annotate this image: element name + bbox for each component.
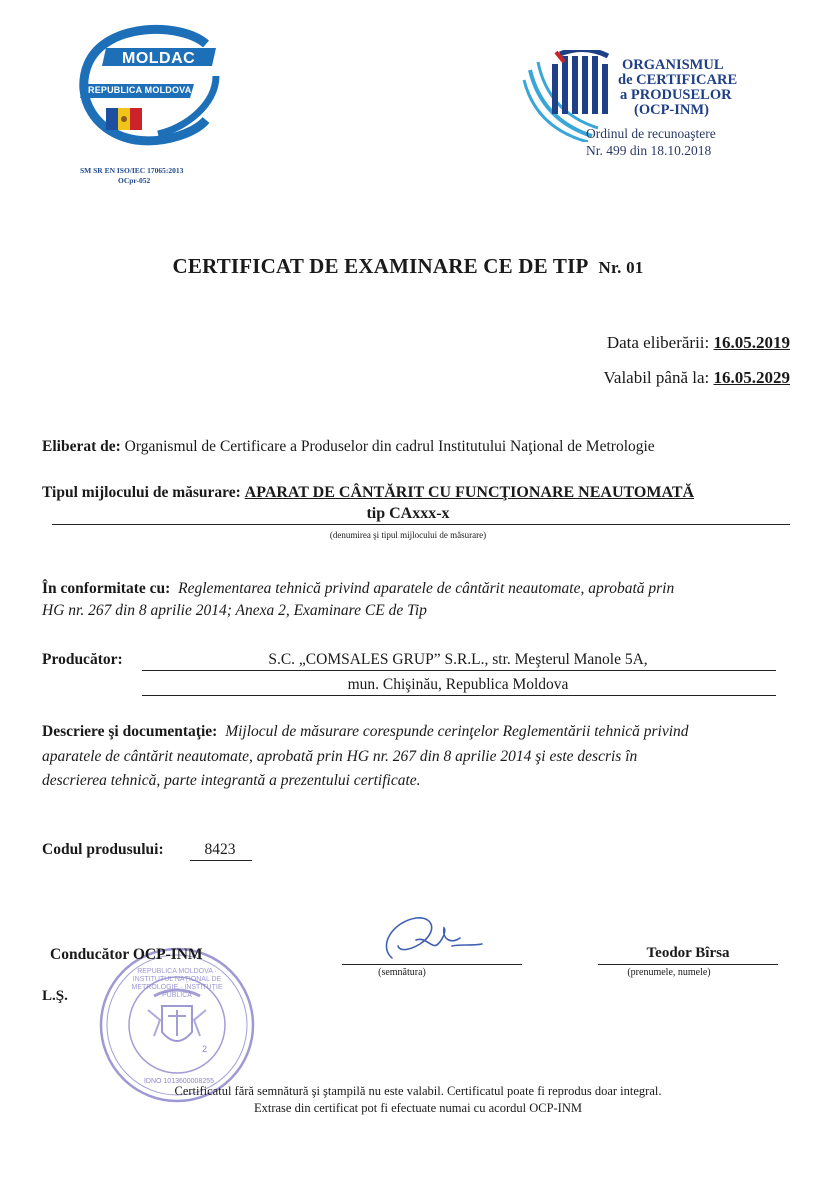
description-line2: aparatele de cântărit neautomate, aprobată prin HG nr. 267 din 8 aprilie 2014 şi este descris în: [42, 748, 638, 765]
certificate-title-text: CERTIFICAT DE EXAMINARE CE DE TIP: [172, 254, 589, 278]
certificate-title: [0, 254, 816, 279]
valid-until-value: 16.05.2029: [713, 368, 790, 387]
signature-line: [342, 964, 522, 965]
description-row: [42, 723, 689, 741]
footer-line2: Extrase din certificat pot fi efectuate numai cu acordul OCP-INM: [253, 1101, 582, 1115]
issued-by-label: Eliberat de:: [42, 438, 121, 455]
valid-until-label: Valabil până la:: [603, 368, 710, 387]
producer-line2: mun. Chişinău, Republica Moldova: [347, 676, 569, 693]
stamp-ring-text: REPUBLICA MOLDOVA · INSTITUTUL NAŢIONAL DE METROLOGIE · INSTITUŢIE PUBLICĂ: [131, 968, 223, 999]
signature: [372, 910, 492, 970]
signer-caption: (prenumele, numele): [627, 967, 711, 978]
head-label: Conducător OCP-INM: [50, 946, 203, 963]
instrument-type-label: Tipul mijlocului de măsurare:: [42, 484, 241, 501]
stamp-number: 2: [202, 1044, 208, 1054]
moldac-brand: MOLDAC: [122, 50, 196, 67]
signer-line: [598, 964, 778, 965]
issued-by-value: Organismul de Certificare a Produselor din cadrul Institutului Naţional de Metrologie: [124, 438, 655, 455]
moldac-logo: [66, 24, 236, 184]
ocp-title-line1: ORGANISMUL: [622, 57, 724, 73]
moldac-code: OCpr-052: [118, 176, 151, 185]
ocp-recognition-line2: Nr. 499 din 18.10.2018: [586, 143, 712, 158]
footer-line1: Certificatul fără semnătură şi ştampilă nu este valabil. Certificatul poate fi reprodus doar integral.: [174, 1084, 662, 1098]
product-code-value: 8423: [204, 841, 236, 858]
moldac-standard: SM SR EN ISO/IEC 17065:2013: [80, 166, 184, 175]
producer-underline1: [142, 670, 776, 671]
producer-label: Producător:: [42, 651, 123, 668]
valid-until-row: [604, 368, 791, 388]
moldac-emblem-icon: [66, 24, 236, 184]
description-line3: descrierea tehnică, parte integrantă a prezentului certificate.: [42, 772, 421, 789]
instrument-type-underline: [52, 524, 790, 525]
instrument-type-row: [42, 484, 694, 502]
product-code-underline: [190, 860, 252, 861]
conformity-line1: Reglementarea tehnică privind aparatele de cântărit neautomate, aprobată prin: [178, 580, 675, 597]
description-line1: Mijlocul de măsurare corespunde cerinţelor Reglementării tehnică privind: [225, 723, 689, 740]
instrument-type-line1: APARAT DE CÂNTĂRIT CU FUNCŢIONARE NEAUTOMATĂ: [244, 484, 695, 501]
signer-name: Teodor Bîrsa: [646, 945, 730, 961]
issue-date-row: [607, 333, 790, 353]
conformity-line2: HG nr. 267 din 8 aprilie 2014; Anexa 2, Examinare CE de Tip: [42, 602, 427, 619]
ocp-title-line3: a PRODUSELOR: [620, 87, 732, 103]
product-code-label: Codul produsului:: [42, 841, 164, 858]
ocp-title-line4: (OCP-INM): [634, 102, 709, 118]
instrument-type-caption: (denumirea şi tipul mijlocului de măsurare): [329, 530, 487, 540]
signature-caption: (semnătura): [378, 967, 426, 978]
ocp-inm-logo: [522, 48, 782, 168]
certificate-number: Nr. 01: [598, 258, 644, 277]
ocp-recognition-line1: Ordinul de recunoaştere: [586, 126, 716, 141]
instrument-type-line2: tip CAxxx-x: [366, 505, 450, 522]
ls-mark: L.Ş.: [42, 988, 68, 1004]
description-label: Descriere şi documentaţie:: [42, 723, 218, 740]
moldac-country: REPUBLICA MOLDOVA: [88, 85, 192, 95]
issued-by-row: [42, 438, 655, 456]
ocp-title-line2: de CERTIFICARE: [618, 72, 738, 88]
issue-date-value: 16.05.2019: [713, 333, 790, 352]
official-stamp: [98, 946, 256, 1104]
issue-date-label: Data eliberării:: [606, 333, 710, 352]
producer-line1: S.C. „COMSALES GRUP” S.R.L., str. Meşterul Manole 5A,: [268, 651, 648, 668]
producer-underline2: [142, 695, 776, 696]
conformity-label: În conformitate cu:: [42, 580, 171, 597]
handwritten-signature-icon: [372, 910, 492, 970]
stamp-idno: IDNO 1013600008255: [143, 1078, 215, 1085]
conformity-row: [42, 580, 674, 598]
